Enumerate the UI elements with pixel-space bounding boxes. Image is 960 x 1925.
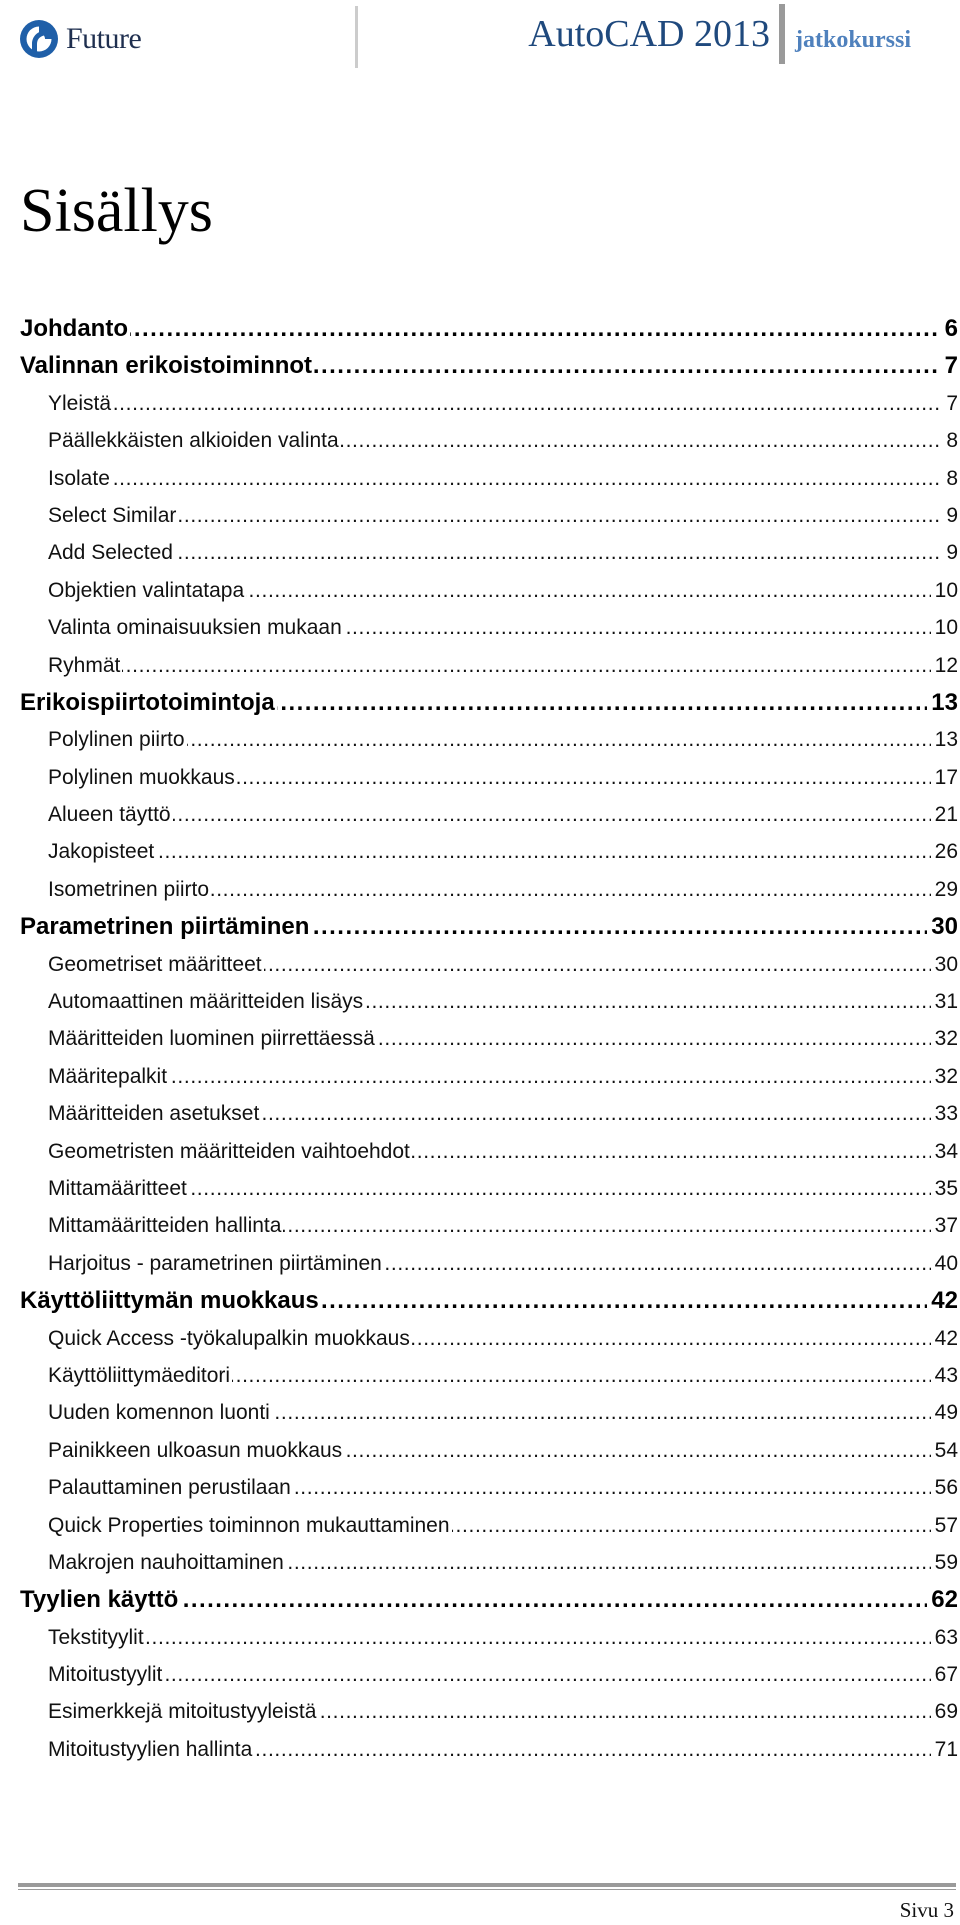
toc-entry-label: Määritepalkit	[48, 1064, 168, 1088]
toc-entry-label: Geometristen määritteiden vaihtoehdot	[48, 1139, 410, 1163]
toc-chapter-entry[interactable]	[20, 347, 958, 384]
toc-entry-label: Esimerkkejä mitoitustyyleistä	[48, 1700, 317, 1724]
toc-entry-label: Palauttaminen perustilaan	[48, 1476, 291, 1500]
toc-section-entry[interactable]	[20, 946, 958, 983]
toc-entry-page: 71	[931, 1731, 958, 1768]
toc-entry-label: Select Similar	[48, 503, 177, 527]
toc-entry-page: 57	[931, 1507, 958, 1544]
toc-entry-label: Määritteiden luominen piirrettäessä	[48, 1027, 375, 1051]
toc-entry-label: Mittamääritteiden hallinta	[48, 1214, 282, 1238]
page-number: Sivu 3	[899, 1898, 954, 1922]
toc-chapter-entry[interactable]	[20, 684, 958, 721]
toc-section-entry[interactable]	[20, 1469, 958, 1506]
toc-entry-page: 29	[931, 871, 958, 908]
toc-entry-page: 54	[931, 1432, 958, 1469]
toc-entry-page: 9	[942, 534, 958, 571]
toc-entry-page: 34	[931, 1133, 958, 1170]
toc-entry-page: 13	[927, 684, 958, 721]
toc-section-entry[interactable]	[20, 1507, 958, 1544]
toc-chapter-entry[interactable]	[20, 310, 958, 347]
table-of-contents	[20, 310, 958, 1768]
toc-entry-page: 7	[941, 347, 958, 384]
toc-entry-label: Erikoispiirtotoimintoja	[20, 688, 275, 716]
toc-section-entry[interactable]	[20, 534, 958, 571]
toc-entry-page: 67	[931, 1656, 958, 1693]
toc-entry-page: 21	[931, 796, 958, 833]
toc-section-entry[interactable]	[20, 1693, 958, 1730]
toc-entry-label: Add Selected	[48, 541, 173, 565]
toc-entry-page: 31	[931, 983, 958, 1020]
toc-section-entry[interactable]	[20, 385, 958, 422]
toc-entry-page: 37	[931, 1207, 958, 1244]
toc-section-entry[interactable]	[20, 1133, 958, 1170]
toc-entry-page: 26	[931, 833, 958, 870]
page-header	[0, 0, 960, 72]
toc-entry-label: Painikkeen ulkoasun muokkaus	[48, 1438, 343, 1462]
toc-section-entry[interactable]	[20, 1394, 958, 1431]
toc-chapter-entry[interactable]	[20, 1581, 958, 1618]
document-subtitle: jatkokurssi	[795, 27, 912, 53]
toc-entry-label: Tyylien käyttö	[20, 1586, 179, 1614]
toc-section-entry[interactable]	[20, 1170, 958, 1207]
toc-section-entry[interactable]	[20, 833, 958, 870]
toc-section-entry[interactable]	[20, 1095, 958, 1132]
toc-entry-page: 10	[931, 609, 958, 646]
future-logo-icon	[18, 18, 60, 60]
toc-entry-page: 30	[927, 908, 958, 945]
toc-section-entry[interactable]	[20, 572, 958, 609]
toc-entry-label: Päällekkäisten alkioiden valinta	[48, 429, 339, 453]
toc-entry-page: 32	[931, 1020, 958, 1057]
toc-chapter-entry[interactable]	[20, 1282, 958, 1319]
toc-entry-label: Quick Access -työkalupalkin muokkaus	[48, 1326, 410, 1350]
toc-entry-page: 40	[931, 1245, 958, 1282]
header-divider	[355, 6, 358, 68]
toc-entry-label: Alueen täyttö	[48, 803, 171, 827]
toc-entry-page: 35	[931, 1170, 958, 1207]
footer-rule	[18, 1883, 956, 1890]
toc-entry-page: 13	[931, 721, 958, 758]
toc-entry-label: Johdanto	[20, 315, 128, 342]
toc-entry-label: Geometriset määritteet	[48, 952, 262, 976]
toc-entry-page: 59	[931, 1544, 958, 1581]
toc-entry-label: Valinnan erikoistoiminnot	[20, 352, 313, 380]
toc-entry-page: 12	[931, 647, 958, 684]
toc-entry-page: 69	[931, 1693, 958, 1730]
toc-entry-page: 6	[941, 310, 958, 347]
toc-entry-label: Tekstityylit	[48, 1625, 144, 1649]
toc-entry-label: Objektien valintatapa	[48, 578, 245, 602]
toc-entry-label: Jakopisteet	[48, 840, 155, 864]
toc-section-entry[interactable]	[20, 1731, 958, 1768]
toc-section-entry[interactable]	[20, 1656, 958, 1693]
toc-section-entry[interactable]	[20, 1619, 958, 1656]
toc-entry-page: 30	[931, 946, 958, 983]
toc-entry-label: Harjoitus - parametrinen piirtäminen	[48, 1251, 382, 1275]
toc-entry-page: 63	[931, 1619, 958, 1656]
toc-entry-label: Määritteiden asetukset	[48, 1102, 260, 1126]
future-logo	[18, 14, 141, 64]
toc-section-entry[interactable]	[20, 721, 958, 758]
toc-entry-label: Mitoitustyylit	[48, 1663, 163, 1687]
toc-section-entry[interactable]	[20, 1320, 958, 1357]
toc-entry-label: Quick Properties toiminnon mukauttaminen	[48, 1513, 450, 1537]
toc-entry-label: Ryhmät	[48, 653, 121, 677]
toc-entry-label: Automaattinen määritteiden lisäys	[48, 990, 364, 1014]
toc-entry-page: 9	[942, 497, 958, 534]
toc-entry-label: Käyttöliittymän muokkaus	[20, 1287, 319, 1315]
toc-heading: Sisällys	[20, 177, 213, 245]
document-title: AutoCAD 2013	[528, 13, 770, 55]
toc-section-entry[interactable]	[20, 1020, 958, 1057]
toc-section-entry[interactable]	[20, 497, 958, 534]
toc-entry-label: Isolate	[48, 466, 110, 490]
toc-entry-page: 56	[931, 1469, 958, 1506]
toc-entry-label: Isometrinen piirto	[48, 877, 210, 901]
toc-entry-label: Parametrinen piirtäminen	[20, 913, 310, 941]
toc-section-entry[interactable]	[20, 1544, 958, 1581]
toc-entry-page: 33	[931, 1095, 958, 1132]
toc-entry-label: Polylinen piirto	[48, 728, 185, 752]
toc-entry-page: 42	[931, 1320, 958, 1357]
toc-entry-page: 10	[931, 572, 958, 609]
toc-entry-label: Mitoitustyylien hallinta	[48, 1737, 253, 1761]
toc-entry-label: Polylinen muokkaus	[48, 765, 235, 789]
toc-entry-label: Makrojen nauhoittaminen	[48, 1550, 284, 1574]
toc-entry-label: Mittamääritteet	[48, 1176, 187, 1200]
toc-section-entry[interactable]	[20, 796, 958, 833]
toc-section-entry[interactable]	[20, 1357, 958, 1394]
toc-entry-label: Valinta ominaisuuksien mukaan	[48, 616, 342, 640]
toc-entry-page: 32	[931, 1058, 958, 1095]
toc-section-entry[interactable]	[20, 1207, 958, 1244]
toc-section-entry[interactable]	[20, 759, 958, 796]
toc-entry-page: 62	[927, 1581, 958, 1618]
toc-section-entry[interactable]	[20, 1058, 958, 1095]
toc-section-entry[interactable]	[20, 871, 958, 908]
toc-chapter-entry[interactable]	[20, 908, 958, 945]
toc-section-entry[interactable]	[20, 647, 958, 684]
toc-entry-page: 17	[931, 759, 958, 796]
header-divider-bar	[779, 4, 785, 64]
toc-entry-page: 49	[931, 1394, 958, 1431]
toc-entry-page: 7	[942, 385, 958, 422]
toc-section-entry[interactable]	[20, 460, 958, 497]
toc-entry-label: Käyttöliittymäeditori	[48, 1363, 231, 1387]
toc-entry-page: 8	[942, 422, 958, 459]
logo-text: Future	[66, 22, 142, 55]
toc-section-entry[interactable]	[20, 1245, 958, 1282]
toc-section-entry[interactable]	[20, 422, 958, 459]
toc-section-entry[interactable]	[20, 983, 958, 1020]
toc-entry-page: 42	[927, 1282, 958, 1319]
toc-section-entry[interactable]	[20, 1432, 958, 1469]
toc-section-entry[interactable]	[20, 609, 958, 646]
toc-entry-page: 8	[942, 460, 958, 497]
toc-entry-label: Uuden komennon luonti	[48, 1401, 270, 1425]
toc-entry-page: 43	[931, 1357, 958, 1394]
toc-entry-label: Yleistä	[48, 391, 112, 415]
